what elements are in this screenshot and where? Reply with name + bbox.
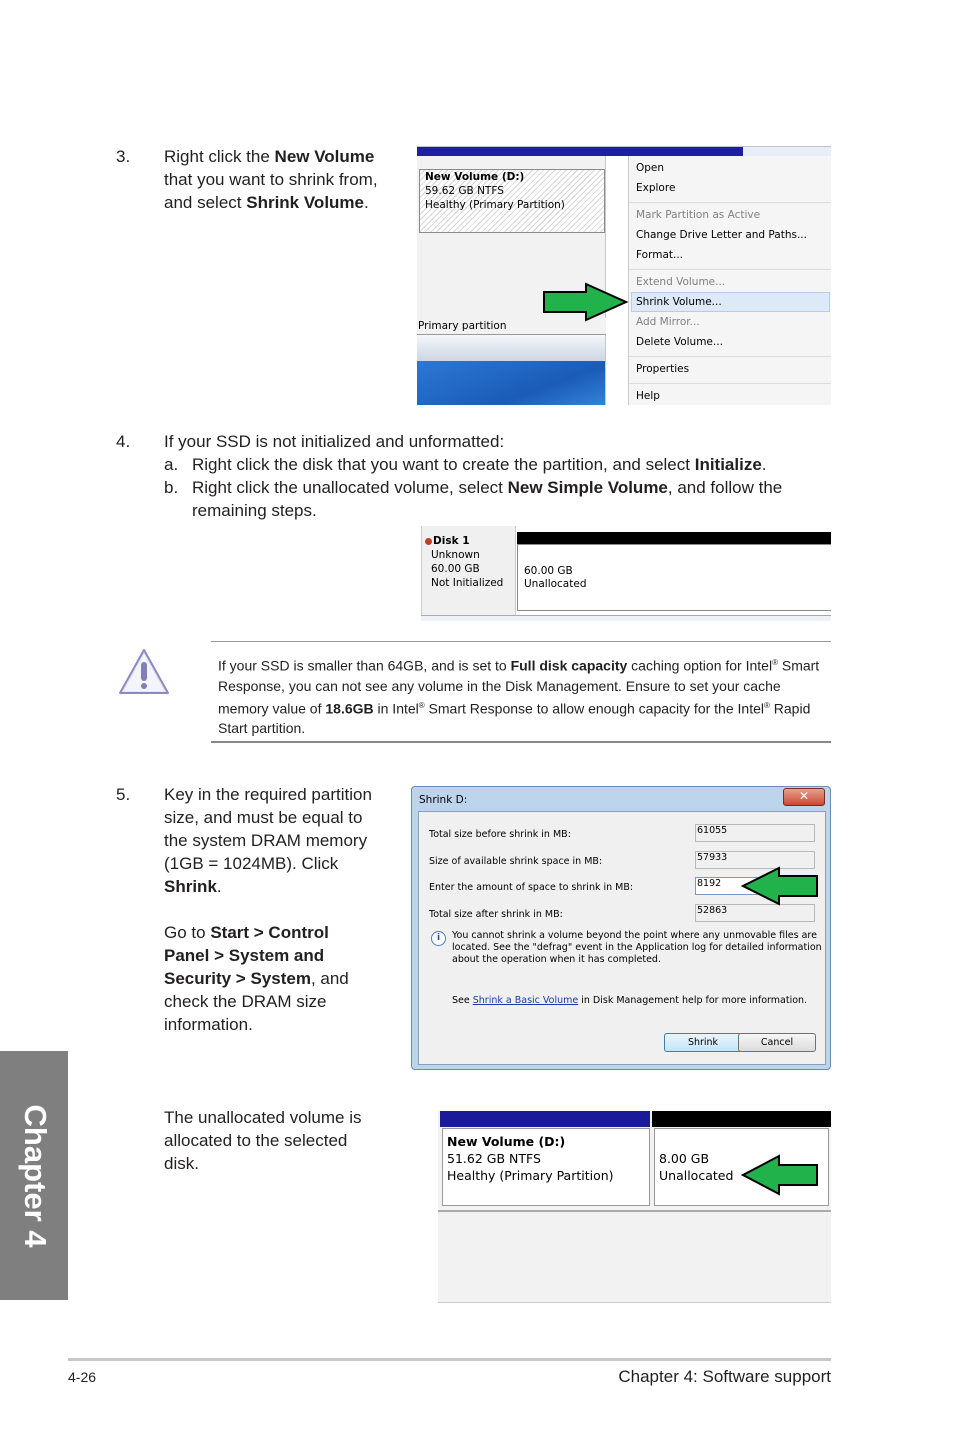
primary-partition-legend: Primary partition: [417, 318, 606, 335]
total-before-field: 61055: [695, 824, 815, 842]
menu-separator: [629, 269, 831, 270]
menu-item-explore[interactable]: Explore: [636, 182, 676, 194]
volume-status: Healthy (Primary Partition): [425, 199, 565, 211]
step4-b-letter: b.: [164, 478, 179, 497]
shrink-amount-input[interactable]: 8192: [695, 877, 815, 895]
green-arrow-left-icon: [741, 1154, 819, 1196]
menu-separator: [629, 383, 831, 384]
disk-size: 60.00 GB: [431, 563, 480, 575]
warning-icon: [117, 647, 171, 697]
total-after-label: Total size after shrink in MB:: [429, 909, 563, 920]
menu-item-add-mirror[interactable]: Add Mirror...: [636, 316, 700, 328]
volume-size: 51.62 GB NTFS: [447, 1151, 541, 1166]
step4-a-text: Right click the disk that you want to create the partition, and select Initialize.: [192, 455, 767, 474]
green-arrow-left-icon: [741, 866, 819, 906]
unallocated-label: Unallocated: [659, 1168, 734, 1183]
available-space-field: 57933: [695, 851, 815, 869]
disk-icon: [425, 538, 432, 545]
menu-item-change-drive-letter[interactable]: Change Drive Letter and Paths...: [636, 229, 807, 241]
step4-intro: If your SSD is not initialized and unformatted:: [164, 432, 505, 451]
shrink-button[interactable]: Shrink: [664, 1033, 742, 1052]
volume-d-partition[interactable]: [442, 1128, 650, 1206]
note-text: If your SSD is smaller than 64GB, and is set to Full disk capacity caching option for Intel® Smart Response, you can not see any volume in the Disk Management. Ensure to set your cache memory value of 18.6GB in Intel® Smart Response to allow enough capacity for the Intel® Rapid Start partition.: [218, 657, 820, 737]
menu-item-extend-volume[interactable]: Extend Volume...: [636, 276, 726, 288]
unallocated-volume[interactable]: [517, 544, 831, 611]
menu-item-properties[interactable]: Properties: [636, 363, 690, 375]
help-line: See Shrink a Basic Volume in Disk Management help for more information.: [452, 995, 808, 1006]
chapter-tab: [0, 1051, 68, 1300]
shrink-basic-volume-link[interactable]: Shrink a Basic Volume: [472, 995, 579, 1006]
step4-b-text: Right click the unallocated volume, select New Simple Volume, and follow the remaining steps.: [192, 478, 783, 520]
volume-status: Healthy (Primary Partition): [447, 1168, 614, 1183]
menu-item-open[interactable]: Open: [636, 162, 665, 174]
result-disk-screenshot: [438, 1104, 831, 1309]
step4-number: 4.: [116, 432, 131, 451]
total-after-field: 52863: [695, 904, 815, 922]
info-text: You cannot shrink a volume beyond the point where any unmovable files are located. See the "defrag" event in the Application log for detailed information about the operation when it has completed.: [452, 930, 822, 965]
disk-type: Unknown: [431, 549, 480, 561]
note-bottom-rule: [211, 741, 831, 743]
menu-item-mark-active[interactable]: Mark Partition as Active: [636, 209, 761, 221]
volume-name: New Volume (D:): [425, 171, 525, 183]
disk-state: Not Initialized: [431, 577, 504, 589]
page-number: 4-26: [68, 1369, 97, 1385]
menu-item-delete-volume[interactable]: Delete Volume...: [636, 336, 723, 348]
footer-rule: [68, 1358, 831, 1361]
step3-text: Right click the New Volume that you want to shrink from, and select Shrink Volume.: [164, 147, 378, 212]
menu-item-format[interactable]: Format...: [636, 249, 684, 261]
chapter-tab-label: Chapter 4: [18, 1104, 53, 1248]
volume-d-partition[interactable]: [419, 169, 605, 233]
result-text: The unallocated volume is allocated to the selected disk.: [164, 1108, 362, 1173]
disk-name: Disk 1: [433, 535, 470, 547]
menu-item-shrink-volume[interactable]: Shrink Volume...: [636, 296, 722, 308]
green-arrow-right-icon: [542, 282, 628, 322]
menu-separator: [629, 356, 831, 357]
context-menu: [628, 156, 831, 405]
uninitialized-disk-screenshot: [421, 526, 831, 621]
unallocated-size: 8.00 GB: [659, 1151, 710, 1166]
unallocated-size: 60.00 GB: [524, 565, 573, 577]
step3-number: 3.: [116, 147, 131, 166]
cancel-button[interactable]: Cancel: [738, 1033, 816, 1052]
footer-section-title: Chapter 4: Software support: [618, 1367, 831, 1386]
unallocated-label: Unallocated: [524, 578, 587, 590]
disk-1-label[interactable]: [421, 526, 516, 619]
close-icon[interactable]: ✕: [783, 788, 825, 806]
step5-text: Key in the required partition size, and must be equal to the system DRAM memory (1GB = 1024MB). Click Shrink. Go to Start > Control Panel > System and Security > System, and check the DRAM size information.: [164, 785, 372, 1034]
info-icon: i: [431, 931, 446, 946]
dialog-title: Shrink D:: [419, 794, 468, 806]
shrink-amount-label: Enter the amount of space to shrink in MB:: [429, 882, 634, 893]
volume-size: 59.62 GB NTFS: [425, 185, 504, 197]
volume-name: New Volume (D:): [447, 1134, 566, 1149]
menu-item-help[interactable]: Help: [636, 390, 660, 402]
note-top-rule: [211, 641, 831, 642]
step5-number: 5.: [116, 785, 131, 804]
menu-separator: [629, 202, 831, 203]
total-before-label: Total size before shrink in MB:: [429, 829, 571, 840]
available-space-label: Size of available shrink space in MB:: [429, 856, 603, 867]
step4-a-letter: a.: [164, 455, 179, 474]
shrink-volume-context-menu-screenshot: [417, 146, 831, 405]
shrink-dialog: [411, 786, 831, 1070]
